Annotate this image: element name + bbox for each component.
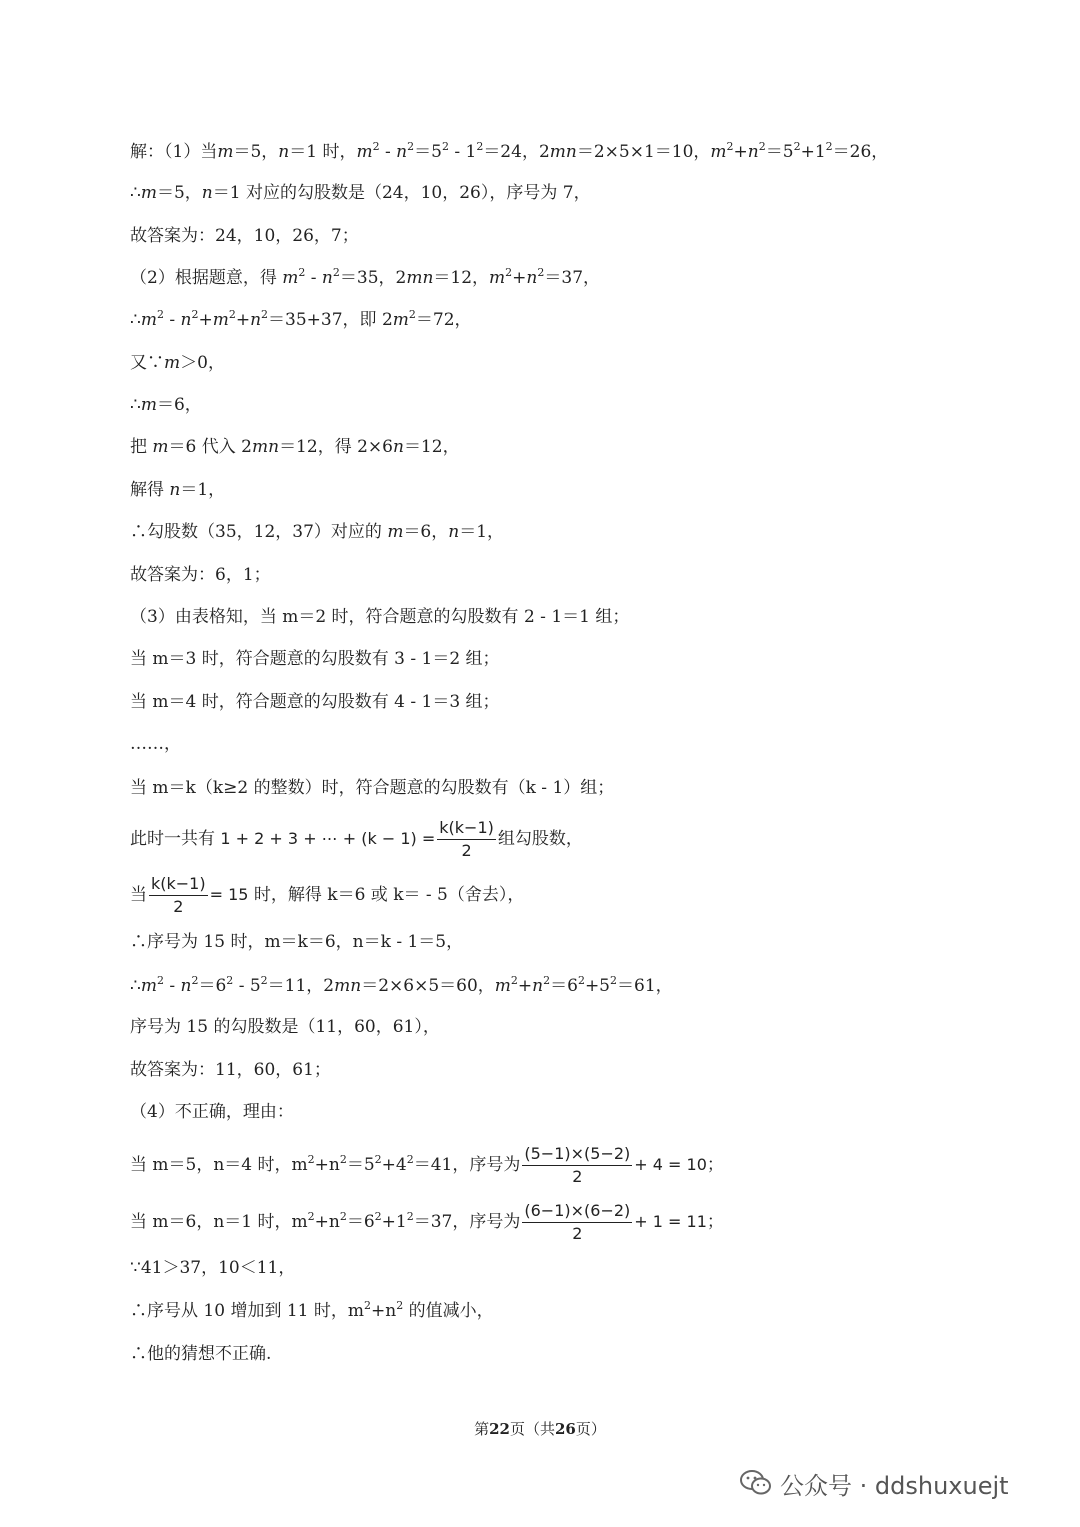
solution-line-24: 当 m＝5，n＝4 时，$m^2+n^2=5^2+4^2=41$，序号为 $\frac{(5-1)\times(5-2)}{2}$ + 4 = 10；: [130, 1144, 724, 1186]
solution-line-10: ∴勾股数（35，12，37）对应的 m＝6，n＝1，: [130, 522, 505, 542]
solution-line-8: 把 m＝6 代入 2mn＝12，得 2×6n＝12，: [130, 437, 460, 457]
solution-line-3: 故答案为：24，10，26，7；: [130, 226, 359, 246]
wechat-icon: [740, 1469, 772, 1497]
solution-line-17: 此时一共有 1 + 2 + 3 + ⋯ + (k − 1) = $\frac{k(k-1)}{2}$ 组勾股数，: [130, 818, 583, 860]
solution-line-28: ∴他的猜想不正确.: [130, 1344, 272, 1364]
solution-line-22: 故答案为：11，60，61；: [130, 1060, 331, 1080]
page-footer: 第22页（共26页）: [474, 1420, 606, 1438]
solution-line-12: （3）由表格知，当 m＝2 时，符合题意的勾股数有 2 - 1＝1 组；: [130, 607, 630, 627]
solution-line-7: ∴m＝6，: [130, 395, 202, 415]
page-number: 22: [489, 1420, 510, 1438]
watermark-text: 公众号 · ddshuxuejt: [780, 1471, 1009, 1500]
solution-line-23: （4）不正确，理由：: [130, 1102, 294, 1122]
page-total: 26: [555, 1420, 576, 1438]
solution-line-1: 解：（1）当m＝5，n＝1 时，$m^2 - n^2=5^2 - 1^2=24$，2mn＝2×5×1＝10，$m^2+n^2=5^2+1^2=26$，: [130, 140, 889, 162]
fraction: $\frac{k(k-1)}{2}$: [439, 818, 494, 860]
solution-line-26: ∵41＞37，10＜11，: [130, 1258, 296, 1278]
fraction: $\frac{k(k-1)}{2}$: [151, 874, 206, 916]
solution-line-14: 当 m＝4 时，符合题意的勾股数有 4 - 1＝3 组；: [130, 692, 500, 712]
solution-line-20: $\therefore m^2 - n^2=6^2 - 5^2=11$，2mn＝2×6×5＝60，$m^2+n^2=6^2+5^2=61$，: [130, 974, 673, 996]
fraction: $\frac{(6-1)\times(6-2)}{2}$: [524, 1201, 631, 1243]
fraction: $\frac{(5-1)\times(5-2)}{2}$: [524, 1144, 631, 1186]
solution-line-6: 又∵m＞0，: [130, 353, 225, 373]
solution-line-11: 故答案为：6，1；: [130, 565, 271, 585]
solution-line-16: 当 m＝k（k≥2 的整数）时，符合题意的勾股数有（k - 1）组；: [130, 778, 615, 798]
solution-line-5: $\therefore m^2 - n^2+m^2+n^2=35+37$，即 $2m^2=72$，: [130, 308, 472, 330]
solution-line-13: 当 m＝3 时，符合题意的勾股数有 3 - 1＝2 组；: [130, 649, 500, 669]
solution-line-25: 当 m＝6，n＝1 时，$m^2+n^2=6^2+1^2=37$，序号为 $\frac{(6-1)\times(6-2)}{2}$ + 1 = 11；: [130, 1201, 724, 1243]
solution-line-27: ∴序号从 10 增加到 11 时，$m^2+n^2$ 的值减小，: [130, 1299, 494, 1321]
watermark: [740, 1465, 1009, 1501]
solution-line-4: （2）根据题意，得 $m^2 - n^2=35$，2mn＝12，$m^2+n^2=37$，: [130, 266, 601, 288]
solution-line-9: 解得 n＝1，: [130, 480, 226, 500]
solution-line-21: 序号为 15 的勾股数是（11，60，61），: [130, 1017, 440, 1037]
solution-line-2: ∴m＝5，n＝1 对应的勾股数是（24，10，26），序号为 7，: [130, 183, 591, 203]
solution-line-19: ∴序号为 15 时，m＝k＝6，n＝k - 1＝5，: [130, 932, 464, 952]
solution-line-15: ……，: [130, 734, 181, 754]
solution-line-18: 当 $\frac{k(k-1)}{2}$ = 15 时，解得 k＝6 或 k＝ - 5（舍去），: [130, 874, 525, 916]
